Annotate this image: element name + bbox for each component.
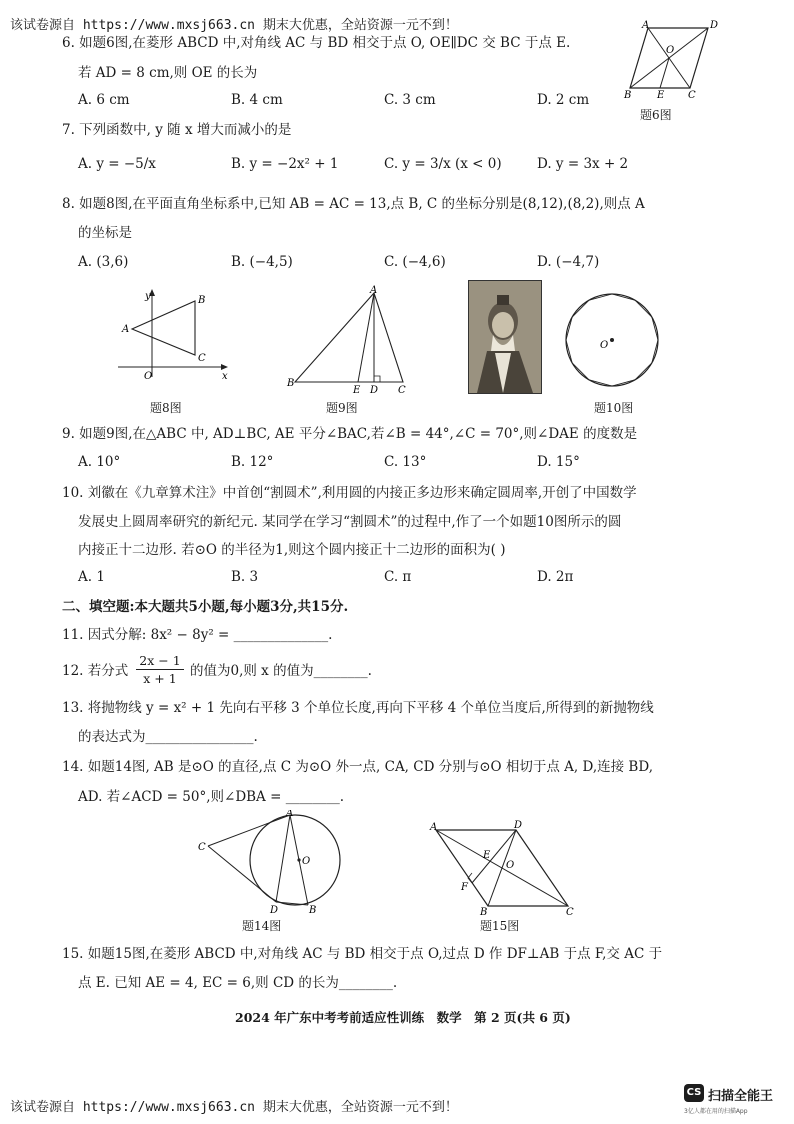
fig14-label-c: C (198, 842, 206, 853)
q10-option-c: C. π (384, 569, 412, 585)
fig6-label-o: O (666, 45, 675, 56)
figure-10 (562, 290, 662, 390)
q6-option-d: D. 2 cm (537, 92, 590, 108)
fig8-label-y: y (145, 291, 151, 302)
fig15-label-o: O (506, 860, 515, 871)
fig14-label-b: B (309, 905, 317, 914)
q12-fraction (136, 652, 184, 687)
camscanner-badge-icon: CS (684, 1084, 704, 1102)
camscanner-tagline: 3亿人都在用的扫描App (684, 1108, 748, 1115)
q12-denominator: x + 1 (143, 671, 177, 686)
q8-option-b: B. (−4,5) (231, 254, 293, 270)
watermark-top: 该试卷源自 https://www.mxsj663.cn 期末大优惠，全站资源一元不到！ (10, 18, 458, 33)
fig8-label-c: C (198, 353, 206, 364)
fig14-label-a: A (286, 810, 294, 819)
q10-line3: 内接正十二边形. 若⊙O 的半径为1,则这个圆内接正十二边形的面积为( ) (78, 542, 506, 558)
figure-9 (283, 285, 413, 395)
figure-15 (424, 820, 584, 916)
watermark-bottom: 该试卷源自 https://www.mxsj663.cn 期末大优惠，全站资源一元不到！ (10, 1100, 458, 1115)
camscanner-logo (684, 1082, 790, 1118)
fig14-label-o: O (302, 856, 311, 867)
page-footer: 2024 年广东中考考前适应性训练 数学 第 2 页(共 6 页) (235, 1010, 571, 1025)
q15-line1: 15. 如题15图,在菱形 ABCD 中,对角线 AC 与 BD 相交于点 O,过点 D 作 DF⊥AB 于点 F,交 AC 于 (62, 946, 663, 962)
q6-option-b: B. 4 cm (231, 92, 283, 108)
figure-14 (192, 810, 352, 914)
q9-option-b: B. 12° (231, 454, 274, 470)
q12-pre: 12. 若分式 (62, 663, 129, 679)
q8-line1: 8. 如题8图,在平面直角坐标系中,已知 AB = AC = 13,点 B, C 的坐标分别是(8,12),(8,2),则点 A (62, 196, 645, 212)
q9-option-d: D. 15° (537, 454, 580, 470)
fig15-label-b: B (480, 907, 488, 916)
q9-option-a: A. 10° (78, 454, 121, 470)
q7-option-a: A. y = −5/x (78, 156, 156, 172)
fig9-label-e: E (353, 385, 361, 395)
portrait-illustration (469, 281, 541, 393)
q13-line1: 13. 将抛物线 y = x² + 1 先向右平移 3 个单位长度,再向下平移 4 个单位当度后,所得到的新抛物线 (62, 700, 654, 716)
section-fill-in-heading: 二、填空题:本大题共5小题,每小题3分,共15分. (62, 599, 349, 615)
q10-line2: 发展史上圆周率研究的新纪元. 某同学在学习“割圆术”的过程中,作了一个如题10图所示的圆 (78, 514, 622, 530)
fig8-caption: 题8图 (150, 401, 182, 415)
q6-line2: 若 AD = 8 cm,则 OE 的长为 (78, 65, 258, 81)
fig8-label-o: O (144, 371, 153, 382)
fig9-label-d: D (370, 385, 379, 395)
q6-line1: 6. 如题6图,在菱形 ABCD 中,对角线 AC 与 BD 相交于点 O, OE∥DC 交 BC 于点 E. (62, 35, 571, 51)
q12-post: 的值为0,则 x 的值为________. (190, 663, 372, 679)
fig10-label-o: O (600, 340, 609, 351)
q9-stem: 9. 如题9图,在△ABC 中, AD⊥BC, AE 平分∠BAC,若∠B = 44°,∠C = 70°,则∠DAE 的度数是 (62, 426, 638, 442)
fig6-label-a: A (642, 20, 650, 31)
q8-line2: 的坐标是 (78, 225, 132, 241)
q8-option-a: A. (3,6) (78, 254, 129, 270)
q14-line1: 14. 如题14图, AB 是⊙O 的直径,点 C 为⊙O 外一点, CA, CD 分别与⊙O 相切于点 A, D,连接 BD, (62, 759, 653, 775)
q6-option-c: C. 3 cm (384, 92, 436, 108)
fig9-label-a: A (370, 285, 378, 296)
fig14-caption: 题14图 (242, 919, 282, 933)
q14-line2: AD. 若∠ACD = 50°,则∠DBA = ________. (78, 789, 344, 805)
fig6-caption: 题6图 (640, 108, 672, 122)
q11: 11. 因式分解: 8x² − 8y² = ______________. (62, 627, 333, 643)
q10-option-a: A. 1 (78, 569, 105, 585)
q7-option-b: B. y = −2x² + 1 (231, 156, 339, 172)
q8-option-c: C. (−4,6) (384, 254, 446, 270)
fig9-label-b: B (287, 378, 295, 389)
q15-line2: 点 E. 已知 AE = 4, EC = 6,则 CD 的长为________. (78, 975, 398, 991)
fig15-label-f: F (461, 882, 468, 893)
q12-numerator: 2x − 1 (136, 652, 184, 670)
q7-stem: 7. 下列函数中, y 随 x 增大而减小的是 (62, 122, 292, 138)
figure-6 (620, 20, 720, 102)
q7-option-d: D. y = 3x + 2 (537, 156, 629, 172)
fig15-caption: 题15图 (480, 919, 520, 933)
q13-line2: 的表达式为________________. (78, 729, 258, 745)
q7-option-c: C. y = 3/x (x < 0) (384, 156, 502, 172)
figure-8 (112, 285, 232, 385)
fig10-caption: 题10图 (594, 401, 634, 415)
fig6-label-c: C (688, 90, 696, 101)
fig8-label-a: A (122, 324, 130, 335)
q10-line1: 10. 刘徽在《九章算术注》中首创“割圆术”,利用圆的内接正多边形来确定圆周率,开创了中国数学 (62, 485, 637, 501)
q10-option-d: D. 2π (537, 569, 574, 585)
fig8-label-x: x (222, 371, 228, 382)
fig6-label-b: B (624, 90, 632, 101)
fig15-label-c: C (566, 907, 574, 916)
fig15-label-a: A (430, 822, 438, 833)
fig9-caption: 题9图 (326, 401, 358, 415)
fig14-label-d: D (270, 905, 279, 914)
camscanner-name: 扫描全能王 (708, 1089, 774, 1104)
fig6-label-e: E (657, 90, 665, 101)
fig15-label-e: E (483, 850, 491, 861)
fig8-label-b: B (198, 295, 206, 306)
fig15-label-d: D (514, 820, 523, 831)
q6-option-a: A. 6 cm (78, 92, 130, 108)
q9-option-c: C. 13° (384, 454, 427, 470)
q8-option-d: D. (−4,7) (537, 254, 600, 270)
liu-hui-portrait (468, 280, 542, 394)
q10-option-b: B. 3 (231, 569, 259, 585)
fig9-label-c: C (398, 385, 406, 395)
fig6-label-d: D (710, 20, 719, 31)
